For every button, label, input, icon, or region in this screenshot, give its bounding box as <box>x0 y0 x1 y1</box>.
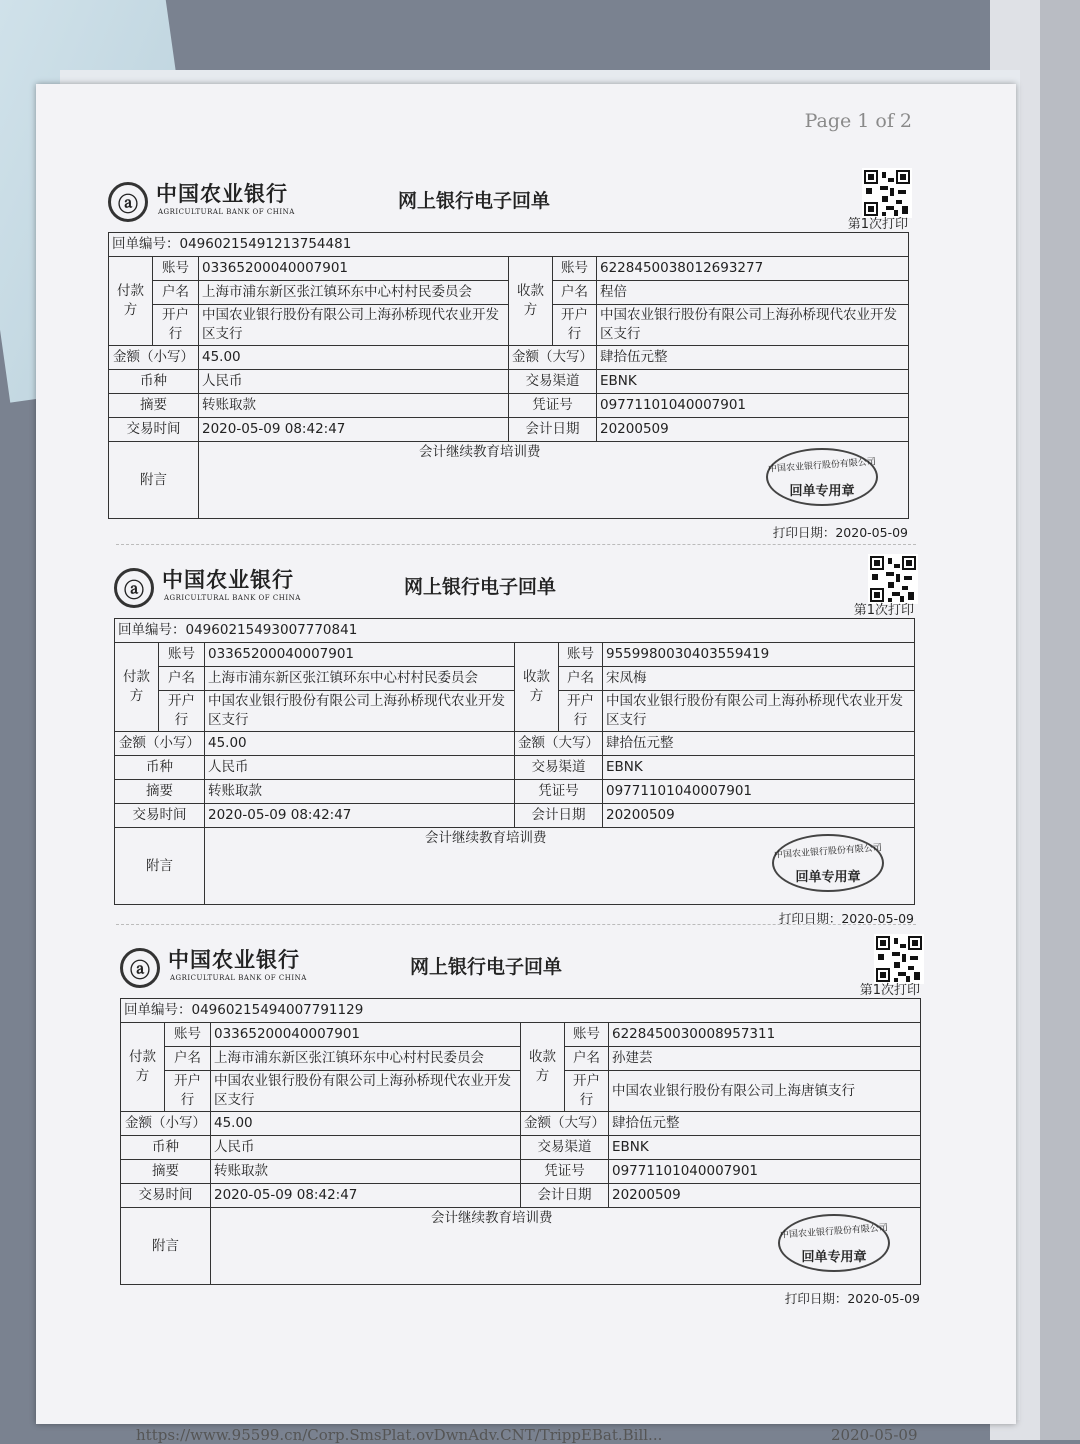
receipt-stamp <box>772 834 884 892</box>
note: 会计继续教育培训费 <box>419 444 541 460</box>
amount-big: 肆拾伍元整 <box>603 732 915 756</box>
payee-bank: 中国农业银行股份有限公司上海孙桥现代农业开发区支行 <box>597 305 909 346</box>
table-row <box>115 732 915 756</box>
amount-small: 45.00 <box>199 346 509 370</box>
print-date: 打印日期：2020-05-09 <box>778 911 914 926</box>
currency: 人民币 <box>199 370 509 394</box>
table-row <box>115 780 915 804</box>
bank-name-cn: 中国农业银行 <box>162 568 294 592</box>
payee-bank-label: 开户行 <box>559 691 603 732</box>
acct-date-label: 会计日期 <box>521 1184 609 1208</box>
payer-bank-label: 开户行 <box>159 691 205 732</box>
transaction-time: 2020-05-09 08:42:47 <box>205 804 515 828</box>
voucher-label: 凭证号 <box>515 780 603 804</box>
table-row <box>121 1136 921 1160</box>
amount-small: 45.00 <box>211 1112 521 1136</box>
receipt <box>120 934 920 1307</box>
background-binder <box>1040 0 1080 1440</box>
summary: 转账取款 <box>205 780 515 804</box>
receipt <box>108 168 908 541</box>
amount-big: 肆拾伍元整 <box>609 1112 921 1136</box>
table-row <box>121 1208 921 1285</box>
table-row <box>115 804 915 828</box>
accounting-date: 20200509 <box>597 418 909 442</box>
currency-label: 币种 <box>121 1136 211 1160</box>
table-row <box>121 1160 921 1184</box>
table-row <box>109 394 909 418</box>
payee-name-label: 户名 <box>559 667 603 691</box>
transaction-time: 2020-05-09 08:42:47 <box>211 1184 521 1208</box>
print-count: 第1次打印 <box>859 983 920 998</box>
amount-small-label: 金额（小写） <box>121 1112 211 1136</box>
qr-code-icon <box>874 934 924 984</box>
payee-bank: 中国农业银行股份有限公司上海唐镇支行 <box>609 1071 921 1112</box>
table-row <box>121 999 921 1023</box>
payee-account-label: 账号 <box>559 643 603 667</box>
summary-label: 摘要 <box>115 780 205 804</box>
receipt-number: 回单编号：04960215493007770841 <box>115 619 915 643</box>
payer-account-label: 账号 <box>153 257 199 281</box>
bank-name-en: AGRICULTURAL BANK OF CHINA <box>164 594 301 602</box>
receipt-number: 回单编号：04960215491213754481 <box>109 233 909 257</box>
payer-account-label: 账号 <box>159 643 205 667</box>
payee-account: 6228450030008957311 <box>609 1023 921 1047</box>
summary: 转账取款 <box>199 394 509 418</box>
payee-account-label: 账号 <box>565 1023 609 1047</box>
payer-name-label: 户名 <box>165 1047 211 1071</box>
footer-date: 2020-05-09 <box>831 1426 918 1444</box>
summary-label: 摘要 <box>109 394 199 418</box>
payer-bank-label: 开户行 <box>153 305 199 346</box>
payee-name: 宋凤梅 <box>603 667 915 691</box>
table-row <box>115 828 915 905</box>
receipt-divider <box>116 924 916 925</box>
note-label: 附言 <box>115 828 205 905</box>
payee-name: 孙建芸 <box>609 1047 921 1071</box>
receipt-number: 回单编号：04960215494007791129 <box>121 999 921 1023</box>
print-count: 第1次打印 <box>847 217 908 232</box>
stamp-text-main: 回单专用章 <box>789 484 855 499</box>
note-label: 附言 <box>121 1208 211 1285</box>
channel-label: 交易渠道 <box>521 1136 609 1160</box>
receipt-table <box>114 618 915 905</box>
abc-logo-icon: ⓐ <box>120 948 160 988</box>
payee-name-label: 户名 <box>553 281 597 305</box>
accounting-date: 20200509 <box>603 804 915 828</box>
payer-bank-label: 开户行 <box>165 1071 211 1112</box>
payee-name-label: 户名 <box>565 1047 609 1071</box>
channel-label: 交易渠道 <box>509 370 597 394</box>
note-label: 附言 <box>109 442 199 519</box>
time-label: 交易时间 <box>109 418 199 442</box>
acct-date-label: 会计日期 <box>509 418 597 442</box>
qr-code-icon <box>862 168 912 218</box>
note-cell <box>211 1208 921 1285</box>
amount-big-label: 金额（大写） <box>515 732 603 756</box>
payer-name: 上海市浦东新区张江镇环东中心村村民委员会 <box>199 281 509 305</box>
payee-bank: 中国农业银行股份有限公司上海孙桥现代农业开发区支行 <box>603 691 915 732</box>
payer-bank: 中国农业银行股份有限公司上海孙桥现代农业开发区支行 <box>199 305 509 346</box>
payer-name: 上海市浦东新区张江镇环东中心村村民委员会 <box>205 667 515 691</box>
table-row <box>109 233 909 257</box>
receipt-header <box>114 554 914 618</box>
payer-name-label: 户名 <box>153 281 199 305</box>
amount-small-label: 金额（小写） <box>109 346 199 370</box>
receipt-header <box>120 934 920 998</box>
voucher: 09771101040007901 <box>597 394 909 418</box>
payer-bank: 中国农业银行股份有限公司上海孙桥现代农业开发区支行 <box>205 691 515 732</box>
print-count: 第1次打印 <box>853 603 914 618</box>
payee-name: 程倍 <box>597 281 909 305</box>
abc-logo-icon: ⓐ <box>114 568 154 608</box>
transaction-time: 2020-05-09 08:42:47 <box>199 418 509 442</box>
footer-url: https://www.95599.cn/Corp.SmsPlat.ovDwnAdv.CNT/TrippEBat.Bill... <box>136 1426 663 1444</box>
amount-big: 肆拾伍元整 <box>597 346 909 370</box>
receipt-table <box>108 232 909 519</box>
print-date: 打印日期：2020-05-09 <box>772 525 908 540</box>
payee-label: 收款方 <box>515 643 559 732</box>
document-title: 网上银行电子回单 <box>404 576 557 598</box>
receipt-stamp <box>766 448 878 506</box>
receipt <box>114 554 914 927</box>
table-row <box>115 619 915 643</box>
note-cell <box>205 828 915 905</box>
table-row <box>121 1184 921 1208</box>
document-title: 网上银行电子回单 <box>410 956 563 978</box>
note: 会计继续教育培训费 <box>425 830 547 846</box>
currency: 人民币 <box>205 756 515 780</box>
amount-big-label: 金额（大写） <box>509 346 597 370</box>
currency-label: 币种 <box>109 370 199 394</box>
receipt-divider <box>116 544 916 545</box>
receipt-stamp <box>778 1214 890 1272</box>
channel: EBNK <box>603 756 915 780</box>
payer-name-label: 户名 <box>159 667 205 691</box>
payer-bank: 中国农业银行股份有限公司上海孙桥现代农业开发区支行 <box>211 1071 521 1112</box>
time-label: 交易时间 <box>115 804 205 828</box>
voucher: 09771101040007901 <box>609 1160 921 1184</box>
stamp-text-top: 中国农业银行股份有限公司 <box>779 1223 889 1241</box>
table-row <box>109 418 909 442</box>
acct-date-label: 会计日期 <box>515 804 603 828</box>
table-row <box>121 1112 921 1136</box>
channel: EBNK <box>609 1136 921 1160</box>
table-row <box>121 1023 921 1047</box>
payee-bank-label: 开户行 <box>553 305 597 346</box>
page-number: Page 1 of 2 <box>804 110 912 132</box>
time-label: 交易时间 <box>121 1184 211 1208</box>
receipt-header <box>108 168 908 232</box>
payee-account: 6228450038012693277 <box>597 257 909 281</box>
currency-label: 币种 <box>115 756 205 780</box>
table-row <box>109 370 909 394</box>
qr-code-icon <box>868 554 918 604</box>
payee-account-label: 账号 <box>553 257 597 281</box>
document-title: 网上银行电子回单 <box>398 190 551 212</box>
table-row <box>115 756 915 780</box>
stamp-text-top: 中国农业银行股份有限公司 <box>767 457 877 475</box>
table-row <box>115 643 915 667</box>
abc-logo-icon: ⓐ <box>108 182 148 222</box>
note: 会计继续教育培训费 <box>431 1210 553 1226</box>
bank-name-cn: 中国农业银行 <box>168 948 300 972</box>
payer-label: 付款方 <box>115 643 159 732</box>
bank-name-cn: 中国农业银行 <box>156 182 288 206</box>
table-row <box>109 442 909 519</box>
payer-account-label: 账号 <box>165 1023 211 1047</box>
summary: 转账取款 <box>211 1160 521 1184</box>
voucher-label: 凭证号 <box>521 1160 609 1184</box>
payee-bank-label: 开户行 <box>565 1071 609 1112</box>
bank-name-en: AGRICULTURAL BANK OF CHINA <box>158 208 295 216</box>
amount-big-label: 金额（大写） <box>521 1112 609 1136</box>
receipt-table <box>120 998 921 1285</box>
amount-small-label: 金额（小写） <box>115 732 205 756</box>
print-date: 打印日期：2020-05-09 <box>784 1291 920 1306</box>
payer-label: 付款方 <box>121 1023 165 1112</box>
table-row <box>109 346 909 370</box>
amount-small: 45.00 <box>205 732 515 756</box>
channel: EBNK <box>597 370 909 394</box>
stamp-text-main: 回单专用章 <box>795 870 861 885</box>
note-cell <box>199 442 909 519</box>
payer-name: 上海市浦东新区张江镇环东中心村村民委员会 <box>211 1047 521 1071</box>
payee-label: 收款方 <box>521 1023 565 1112</box>
summary-label: 摘要 <box>121 1160 211 1184</box>
payer-label: 付款方 <box>109 257 153 346</box>
payer-account: 03365200040007901 <box>205 643 515 667</box>
bank-name-en: AGRICULTURAL BANK OF CHINA <box>170 974 307 982</box>
payer-account: 03365200040007901 <box>211 1023 521 1047</box>
voucher-label: 凭证号 <box>509 394 597 418</box>
payee-label: 收款方 <box>509 257 553 346</box>
accounting-date: 20200509 <box>609 1184 921 1208</box>
currency: 人民币 <box>211 1136 521 1160</box>
voucher: 09771101040007901 <box>603 780 915 804</box>
channel-label: 交易渠道 <box>515 756 603 780</box>
payer-account: 03365200040007901 <box>199 257 509 281</box>
stamp-text-main: 回单专用章 <box>801 1250 867 1265</box>
document-page <box>36 84 1016 1444</box>
table-row <box>109 257 909 281</box>
payee-account: 9559980030403559419 <box>603 643 915 667</box>
stamp-text-top: 中国农业银行股份有限公司 <box>773 843 883 861</box>
